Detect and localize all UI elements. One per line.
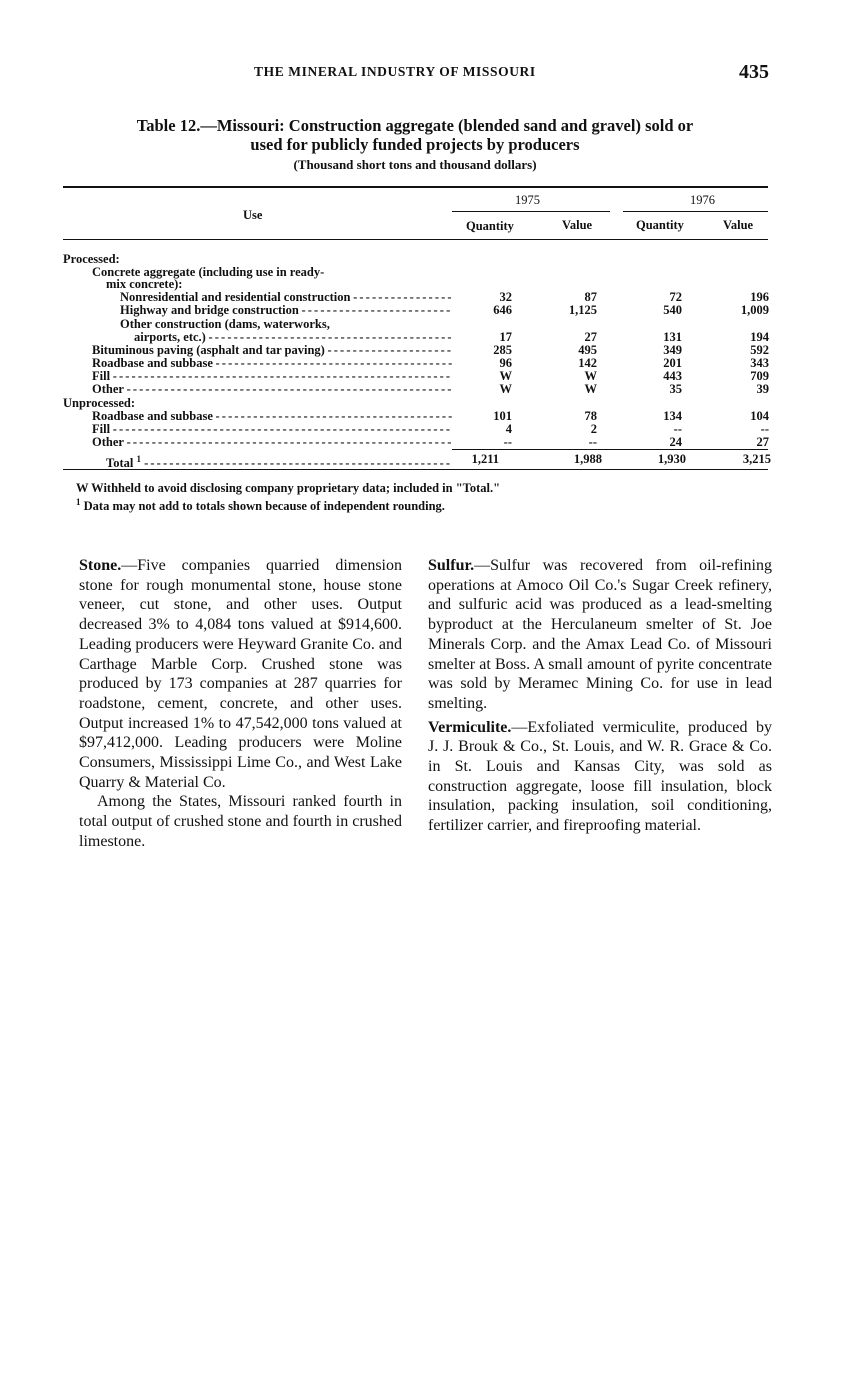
cell-value-1975: 495 [578, 343, 597, 357]
left-column [79, 556, 402, 852]
cell-quantity-1975: 17 [499, 330, 512, 344]
table-row [0, 422, 861, 436]
total-rule [452, 449, 768, 450]
table-bottom-rule [63, 469, 768, 470]
cell-value-1976: 196 [750, 290, 769, 304]
cell-value-1976: 194 [750, 330, 769, 344]
row-label: Processed: [63, 252, 120, 266]
stone-heading: Stone. [79, 557, 122, 574]
vermiculite-paragraph [428, 718, 772, 836]
row-label: Roadbase and subbase - - - [92, 409, 452, 423]
cell-value-1975: W [584, 382, 597, 396]
footnote-w: W Withheld to avoid disclosing company proprietary data; included in "Total." [76, 481, 501, 495]
total-label: Total [106, 456, 134, 471]
cell-value-1975: 142 [578, 356, 597, 370]
cell-quantity-1976: 72 [669, 290, 682, 304]
cell-quantity-1976: 1,930 [657, 452, 686, 466]
row-label: airports, etc.) - - - [134, 330, 452, 344]
cell-quantity-1975: 101 [493, 409, 512, 423]
vermiculite-heading: Vermiculite. [428, 718, 512, 736]
table-title-line-1: Table 12.—Missouri: Construction aggregate (blended sand and gravel) sold or [136, 116, 694, 135]
cell-quantity-1975: 32 [499, 290, 512, 304]
cell-quantity-1975: 646 [493, 303, 512, 317]
cell-value-1975: 78 [584, 409, 597, 423]
cell-quantity-1976: 131 [663, 330, 682, 344]
cell-value-1976: 104 [750, 409, 769, 423]
cell-value-1975: 2 [590, 422, 597, 436]
footnote-1 [76, 495, 500, 513]
table-row [0, 252, 861, 266]
cell-value-1975: -- [588, 435, 597, 449]
cell-quantity-1976: -- [673, 422, 682, 436]
cell-value-1976: 592 [750, 343, 769, 357]
stone-text: —Five companies quarried dimension stone for rough monumental stone, house stone veneer, cut stone, and other uses. Output decreased 3% to 4,084 tons valued at $914,600. Leading producers were Heyward Granite Co. and Carthage Marble Corp. Crushed stone was produced by 173 companies at 287 quarries for roadstone, cement, concrete, and other uses. Output increased 1% to 47,542,000 tons valued at $97,412,000. Leading producers were Moline Consumers, Mississippi Lime Co., and West Lake Quarry & Material Co. [79, 557, 402, 791]
cell-value-1976: -- [760, 422, 769, 436]
cell-quantity-1975: 285 [493, 343, 512, 357]
right-column [428, 556, 772, 836]
row-label: Nonresidential and residential construction - - - [120, 290, 452, 304]
table-row [0, 277, 861, 291]
table-title-line-2: used for publicly funded projects by producers [250, 135, 580, 154]
row-label: Bituminous paving (asphalt and tar paving) - - - [92, 343, 452, 357]
header-value-1976: Value [723, 218, 754, 232]
cell-quantity-1975: -- [503, 435, 512, 449]
cell-value-1975: W [584, 369, 597, 383]
cell-value-1976: 709 [750, 369, 769, 383]
header-value-1975: Value [562, 218, 593, 232]
cell-value-1975: 87 [584, 290, 597, 304]
table-row [0, 290, 861, 304]
page-number: 435 [739, 61, 769, 83]
sulfur-heading: Sulfur. [428, 557, 475, 574]
header-quantity-1976: Quantity [636, 218, 684, 232]
table-row [0, 303, 861, 317]
cell-value-1976: 1,009 [740, 303, 769, 317]
cell-value-1975: 1,988 [573, 452, 602, 466]
running-head [0, 61, 861, 88]
table-row [0, 330, 861, 344]
year-1975-rule [452, 211, 610, 212]
row-label: Other - - - [92, 435, 452, 449]
row-label: Unprocessed: [63, 396, 135, 410]
table-row [0, 343, 861, 357]
cell-quantity-1975: 96 [499, 356, 512, 370]
table-footnotes [76, 481, 500, 513]
row-label: Highway and bridge construction - - - [120, 303, 452, 317]
sulfur-paragraph [428, 556, 772, 714]
table-row [0, 409, 861, 423]
cell-value-1976: 39 [756, 382, 769, 396]
footnote-1-marker: 1 [76, 497, 81, 507]
table-row [0, 317, 861, 331]
cell-value-1976: 343 [750, 356, 769, 370]
cell-quantity-1976: 349 [663, 343, 682, 357]
header-use: Use [243, 208, 263, 222]
header-bottom-rule [63, 239, 768, 240]
row-label: mix concrete): [106, 277, 183, 291]
table-row [0, 356, 861, 370]
table-row-total [0, 452, 861, 471]
cell-quantity-1976: 540 [663, 303, 682, 317]
footnote-1-text: Data may not add to totals shown because of independent rounding. [83, 499, 445, 514]
row-label-total [106, 452, 452, 470]
cell-quantity-1975: 4 [505, 422, 512, 436]
table-row [0, 396, 861, 410]
table-row [0, 369, 861, 383]
vermiculite-text: —Exfoliated vermiculite, produced by J. J. Brouk & Co., St. Louis, and W. R. Grace & Co. in St. Louis and Kansas City, was sold as construction aggregate, loose fill insulation, block insulation, packing insulation, soil conditioning, fertilizer carrier, and fireproofing material. [428, 718, 772, 835]
cell-quantity-1975: W [499, 382, 512, 396]
year-1976-rule [623, 211, 768, 212]
row-label: Other construction (dams, waterworks, [120, 317, 330, 331]
table-units: (Thousand short tons and thousand dollars) [293, 157, 537, 172]
stone-paragraph [79, 556, 402, 792]
row-label: Fill - - - [92, 422, 452, 436]
cell-value-1975: 27 [584, 330, 597, 344]
table-title [60, 116, 770, 154]
cell-quantity-1976: 201 [663, 356, 682, 370]
header-year-1976: 1976 [690, 193, 715, 207]
cell-value-1975: 1,125 [568, 303, 597, 317]
table-row [0, 435, 861, 449]
running-title: THE MINERAL INDUSTRY OF MISSOURI [254, 64, 536, 79]
header-quantity-1975: Quantity [466, 219, 514, 233]
row-label: Fill - - - [92, 369, 452, 383]
cell-quantity-1976: 35 [669, 382, 682, 396]
row-label: Roadbase and subbase - - - [92, 356, 452, 370]
header-year-1975: 1975 [515, 193, 540, 207]
cell-quantity-1976: 443 [663, 369, 682, 383]
table-row [0, 382, 861, 396]
row-label: Concrete aggregate (including use in ready- [92, 265, 325, 279]
stone-ranking-paragraph: Among the States, Missouri ranked fourth in total output of crushed stone and fourth in crushed limestone. [79, 793, 402, 850]
row-label: Other - - - [92, 382, 452, 396]
cell-value-1976: 27 [756, 435, 769, 449]
cell-quantity-1975: W [499, 369, 512, 383]
cell-quantity-1975: 1,211 [471, 452, 499, 466]
sulfur-text: —Sulfur was recovered from oil-refining operations at Amoco Oil Co.'s Sugar Creek refinery, and sulfuric acid was produced as a lead-smelting byproduct at the Herculaneum smelter of St. Joe Minerals Corp. and the Amax Lead Co. of Missouri smelter at Boss. A small amount of pyrite concentrate was sold by Meramec Mining Co. for use in lead smelting. [428, 557, 772, 712]
cell-quantity-1976: 134 [663, 409, 682, 423]
total-footnote-marker: 1 [136, 454, 141, 464]
cell-quantity-1976: 24 [669, 435, 682, 449]
cell-value-1976: 3,215 [742, 452, 771, 466]
table-top-rule [63, 186, 768, 188]
